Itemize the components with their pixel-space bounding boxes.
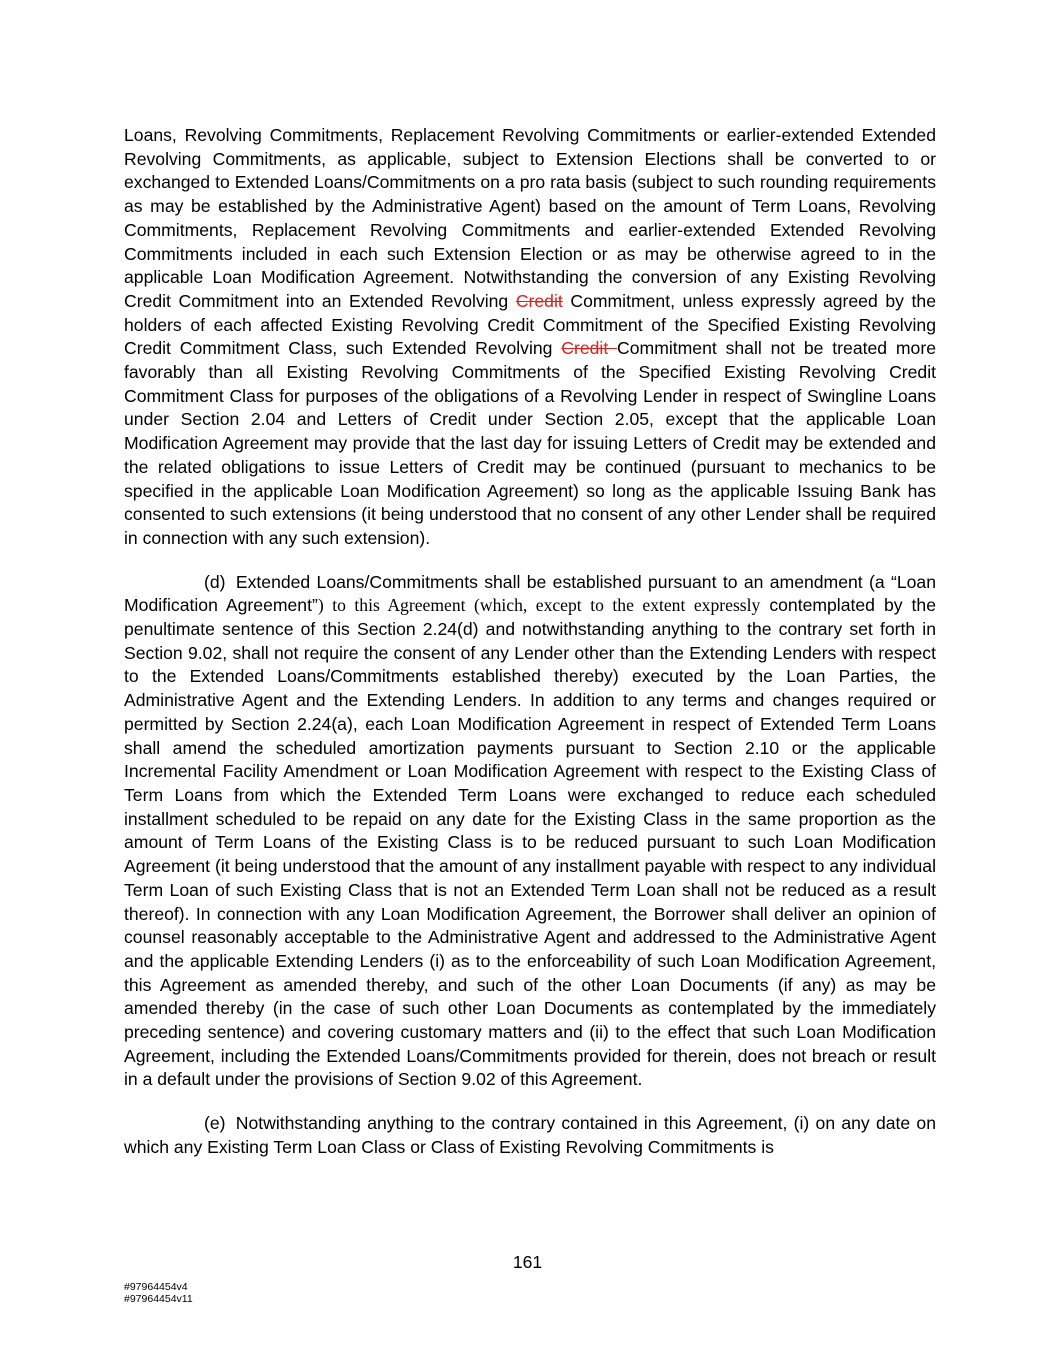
paragraph-e [124, 1112, 936, 1159]
paragraph-text: Commitment, unless expressly agreed by the holders of each affected Existing Revolving Credit Commitment of the Specified Existing Revolving Credit Commitment Class, such Extended Revolving [124, 290, 936, 359]
paragraph-text: contemplated by the penultimate sentence of this Section 2.24(d) and notwithstanding anything to the contrary set forth in Section 9.02, shall not require the consent of any Lender other than the Extending Lenders with respect to the Extended Loans/Commitments established thereby) executed by the Loan Parties, the Administrative Agent and the Extending Lenders. In addition to any terms and changes required or permitted by Section 2.24(a), each Loan Modification Agreement in respect of Extended Term Loans shall amend the scheduled amortization payments pursuant to Section 2.10 or the applicable Incremental Facility Amendment or Loan Modification Agreement with respect to the Existing Class of Term Loans from which the Extended Term Loans were exchanged to reduce each scheduled installment scheduled to be repaid on any date for the Existing Class in the same proportion as the amount of Term Loans of the Existing Class is to be reduced pursuant to such Loan Modification Agreement (it being understood that the amount of any installment payable with respect to any individual Term Loan of such Existing Class that is not an Extended Term Loan shall not be reduced as a result thereof). In connection with any Loan Modification Agreement, the Borrower shall deliver an opinion of counsel reasonably acceptable to the Administrative Agent and addressed to the Administrative Agent and the applicable Extending Lenders (i) as to the enforceability of such Loan Modification Agreement, this Agreement as amended thereby, and such of the other Loan Documents (if any) as may be amended thereby (in the case of such other Loan Documents as contemplated by the immediately preceding sentence) and covering customary matters and (ii) to the effect that such Loan Modification Agreement, including the Extended Loans/Commitments provided for therein, does not breach or result in a default under the provisions of Section 9.02 of this Agreement. [124, 595, 936, 1090]
paragraph-text: Loans, Revolving Commitments, Replacement Revolving Commitments or earlier-extended Extended Revolving Commitments, as applicable, subject to Extension Elections shall be converted to or exchanged to Extended Loans/Commitments on a pro rata basis (subject to such rounding requirements as may be established by the Administrative Agent) based on the amount of Term Loans, Revolving Commitments, Replacement Revolving Commitments and earlier-extended Extended Revolving Commitments included in each such Extension Election or as may be otherwise agreed to in the applicable Loan Modification Agreement. Notwithstanding the conversion of any Existing Revolving Credit Commitment into an Extended Revolving [124, 125, 936, 311]
page-number: 161 [512, 1252, 543, 1272]
clause-label-d: (d) [204, 571, 226, 592]
document-id: #97964454v11 [124, 1293, 193, 1305]
paragraph-text: Notwithstanding anything to the contrary contained in this Agreement, (i) on any date on which any Existing Term Loan Class or Class of Existing Revolving Commitments is [124, 1113, 936, 1157]
paragraph-text: Extended Loans/Commitments shall be established pursuant to an amendment (a “Loan Modification Agreement” [124, 571, 936, 616]
deleted-text: Credit [515, 290, 563, 311]
paragraph-continuation [124, 124, 936, 551]
paragraph-text-serif: ) to this Agreement (which, except to the extent expressly [317, 595, 761, 616]
document-ids [124, 1281, 193, 1305]
document-id: #97964454v4 [124, 1281, 188, 1293]
paragraph-text: Commitment shall not be treated more favorably than all Existing Revolving Commitments of the Specified Existing Revolving Credit Commitment Class for purposes of the obligations of a Revolving Lender in respect of Swingline Loans under Section 2.04 and Letters of Credit under Section 2.05, except that the applicable Loan Modification Agreement may provide that the last day for issuing Letters of Credit may be extended and the related obligations to issue Letters of Credit may be continued (pursuant to mechanics to be specified in the applicable Loan Modification Agreement) so long as the applicable Issuing Bank has consented to such extensions (it being understood that no consent of any other Lender shall be required in connection with any such extension). [124, 338, 936, 548]
paragraph-d [124, 571, 936, 1092]
deleted-text: Credit [561, 338, 618, 359]
document-page [124, 124, 936, 1180]
clause-label-e: (e) [204, 1113, 226, 1134]
